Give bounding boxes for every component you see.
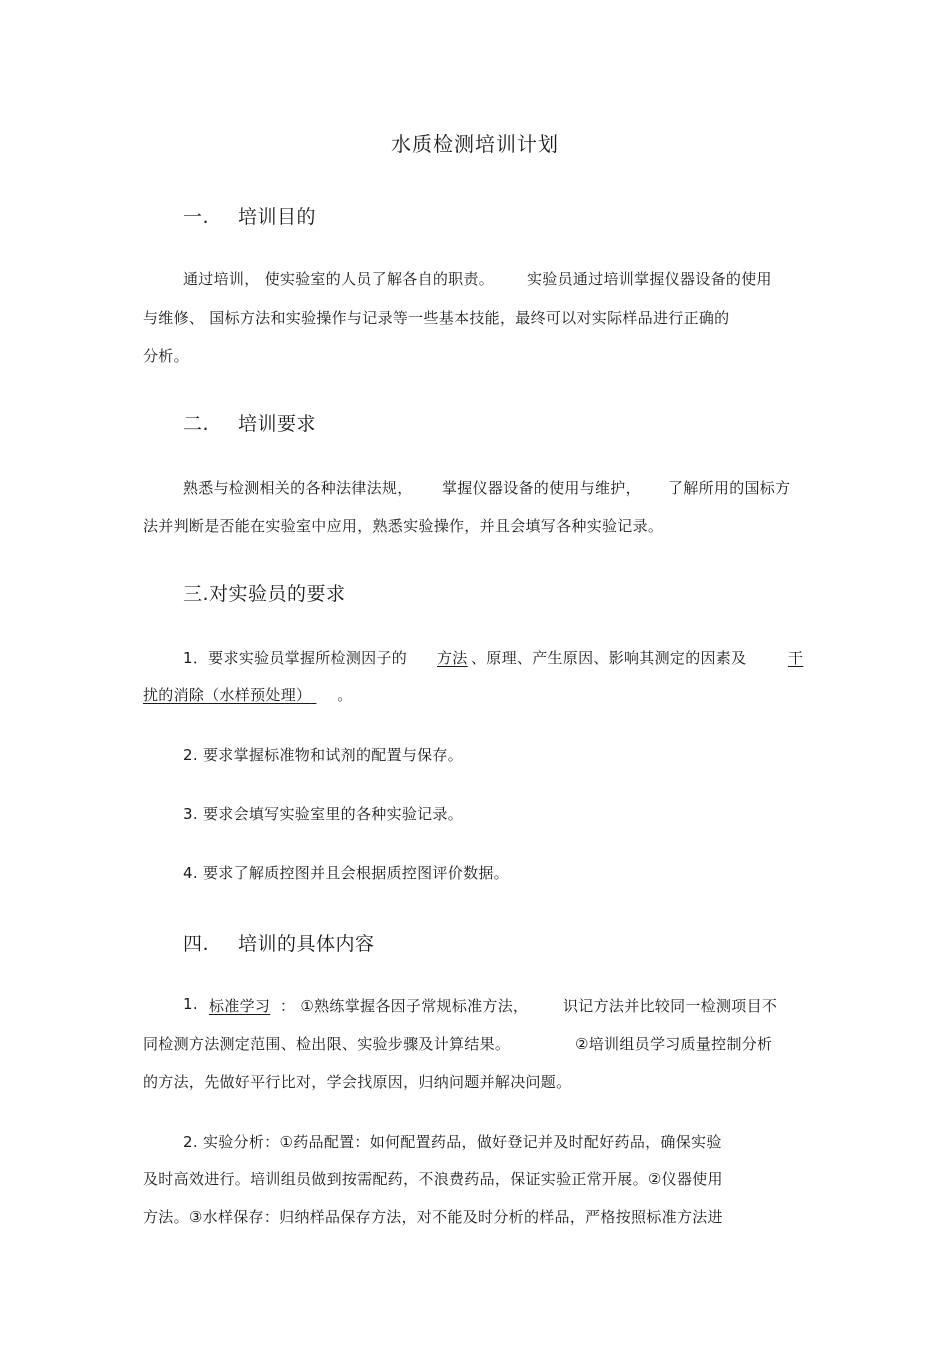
section-3-item-1-end: 。 bbox=[337, 686, 353, 704]
section-3-item-1-underline-rest: 扰的消除（水样预处理） bbox=[143, 686, 312, 704]
section-2-line-1b: 掌握仪器设备的使用与维护， bbox=[442, 479, 641, 497]
section-2-number: 二. bbox=[183, 413, 210, 435]
section-1-number: 一. bbox=[183, 206, 210, 228]
section-4-para-1-line-2a: 同检测方法测定范围、检出限、实验步骤及计算结果。 bbox=[143, 1035, 511, 1053]
section-1-heading: 培训目的 bbox=[238, 206, 317, 228]
section-1-line-1b: 实验员通过培训掌握仪器设备的使用 bbox=[527, 270, 772, 288]
section-2-heading: 培训要求 bbox=[238, 413, 317, 435]
page-title: 水质检测培训计划 bbox=[391, 132, 559, 156]
section-3-heading: 三.对实验员的要求 bbox=[183, 583, 346, 605]
section-1-line-1a: 通过培训， 使实验室的人员了解各自的职责。 bbox=[183, 270, 495, 288]
section-4-para-1-line-1a: ： ①熟练掌握各因子常规标准方法， bbox=[280, 997, 529, 1015]
section-2-line-2: 法并判断是否能在实验室中应用，熟悉实验操作，并且会填写各种实验记录。 bbox=[143, 517, 664, 535]
section-3-item-2: 2. 要求掌握标准物和试剂的配置与保存。 bbox=[183, 746, 464, 764]
section-3-item-4: 4. 要求了解质控图并且会根据质控图评价数据。 bbox=[183, 864, 509, 882]
section-4-heading: 培训的具体内容 bbox=[238, 933, 375, 955]
section-4-para-1-line-1b: 识记方法并比较同一检测项目不 bbox=[563, 997, 778, 1015]
section-3-item-1-underline-start: 干 bbox=[788, 649, 804, 667]
section-4-para-2-line-2: 及时高效进行。培训组员做到按需配药，不浪费药品，保证实验正常开展。②仪器使用 bbox=[143, 1170, 723, 1188]
section-3-item-1-middle: 、原理、产生原因、影响其测定的因素及 bbox=[471, 649, 747, 667]
section-4-para-2-line-3: 方法。③水样保存：归纳样品保存方法，对不能及时分析的样品，严格按照标准方法进 bbox=[143, 1208, 723, 1226]
section-4-number: 四. bbox=[183, 933, 210, 955]
section-4-para-1-number: 1. bbox=[183, 995, 198, 1013]
underline-blank bbox=[311, 686, 337, 704]
section-4-para-1-underline: 标准学习 bbox=[209, 997, 271, 1015]
section-4-para-1-line-3: 的方法，先做好平行比对，学会找原因，归纳问题并解决问题。 bbox=[143, 1073, 572, 1091]
section-3-item-1-underline-method: 方法 bbox=[437, 649, 468, 667]
section-4-para-1-line-2b: ②培训组员学习质量控制分析 bbox=[575, 1035, 773, 1053]
section-1-line-3: 分析。 bbox=[143, 347, 189, 365]
section-3-item-1-line-2 bbox=[143, 684, 353, 705]
section-3-item-1-prefix: 1．要求实验员掌握所检测因子的 bbox=[183, 649, 408, 667]
section-1-line-2: 与维修、 国标方法和实验操作与记录等一些基本技能，最终可以对实际样品进行正确的 bbox=[143, 309, 730, 327]
section-4-para-2-line-1: 2. 实验分析：①药品配置：如何配置药品，做好登记并及时配好药品，确保实验 bbox=[183, 1133, 722, 1151]
section-3-item-3: 3. 要求会填写实验室里的各种实验记录。 bbox=[183, 805, 464, 823]
section-2-line-1a: 熟悉与检测相关的各种法律法规， bbox=[183, 479, 413, 497]
section-2-line-1c: 了解所用的国标方 bbox=[668, 479, 791, 497]
